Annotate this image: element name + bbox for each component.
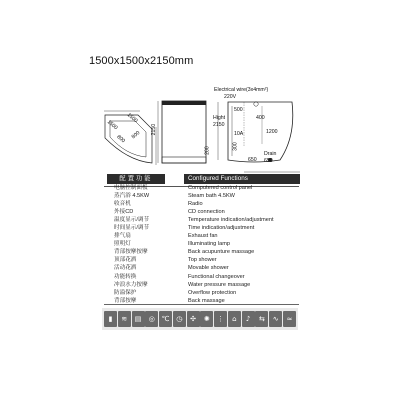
electrical-wire-label: Electrical wire(3x4mm²) (214, 87, 269, 93)
dim-1500-b: 1500 (125, 112, 139, 125)
function-item-cn: 顶部花洒 (114, 257, 137, 264)
water-pressure-icon: ∿ (269, 311, 282, 327)
function-item-en: Steam bath 4.5KW (188, 193, 235, 200)
function-item-cn: 温度显示/调节 (114, 217, 150, 224)
dim-2150: 2150 (151, 123, 158, 136)
function-item-cn: 时间显示/调节 (114, 225, 150, 232)
top-shower-icon: ⌂ (228, 311, 241, 327)
overflow-icon: ≈ (283, 311, 296, 327)
changeover-icon: ⇆ (255, 311, 268, 327)
function-item-cn: 功能转换 (114, 273, 137, 280)
function-item-en: Overflow protection (188, 289, 237, 296)
function-item-en: Illuminating lamp (188, 241, 230, 248)
functions-list-en (188, 184, 300, 305)
function-item-en: CD connection (188, 209, 225, 216)
function-item-cn: 背部按摩按摩 (114, 249, 148, 256)
dim-300: 300 (232, 142, 239, 151)
function-item-cn: 电脑控制面板 (114, 185, 148, 191)
function-item-en: Water pressure massage (188, 281, 251, 288)
function-item-cn: 照明灯 (114, 241, 131, 248)
icon-bar-divider (104, 304, 299, 305)
configured-functions-header-en: Configured Functions (184, 174, 300, 184)
dim-650-b: 650 (264, 158, 273, 164)
product-dimensions-title: 1500x1500x2150mm (89, 55, 194, 67)
function-item-cn: 活动花洒 (114, 265, 137, 272)
function-item-en: Functional changeover (188, 273, 245, 280)
function-item-cn: 背部按摩 (114, 297, 137, 304)
time-icon: ◷ (173, 311, 186, 327)
function-item-en: Time indication/adjustment (188, 225, 255, 232)
function-item-cn: 排气扇 (114, 233, 131, 240)
dim-200: 200 (204, 146, 211, 155)
dim-800-b: 800 (130, 130, 142, 141)
dim-1200: 1200 (266, 129, 278, 135)
steam-icon: ≋ (118, 311, 131, 327)
dim-650-a: 650 (248, 157, 257, 163)
dim-500: 500 (234, 107, 243, 113)
dim-10a: 10A (234, 131, 244, 137)
function-item-cn: 外接CD (114, 209, 134, 216)
function-item-en: Exhaust fan (188, 233, 218, 240)
radio-icon: ▤ (132, 311, 145, 327)
function-item-en: Movable shower (188, 265, 229, 272)
height-value: 2150 (213, 122, 225, 128)
back-massage-icon: ⋮ (214, 311, 227, 327)
function-item-en: Top shower (188, 257, 217, 264)
temperature-icon: ℃ (159, 311, 172, 327)
drain-label: Drain (264, 151, 277, 157)
function-item-cn: 防溢保护 (114, 289, 137, 296)
dim-800-a: 800 (115, 134, 126, 145)
function-item-cn: 蒸汽浴 4.5KW (114, 193, 150, 200)
voltage-label: 220V (224, 94, 237, 100)
configured-functions-header-cn: 配置功能 (107, 174, 165, 184)
control-panel-icon: ▮ (104, 311, 117, 327)
function-item-en: Radio (188, 201, 203, 208)
height-label: Hight (213, 115, 226, 121)
function-item-cn: 收音机 (114, 201, 131, 208)
function-item-en: Computered control panel (188, 185, 253, 191)
dim-1500-a: 1500 (105, 119, 119, 132)
movable-shower-icon: ♪ (242, 311, 255, 327)
feature-icon-bar (102, 308, 298, 330)
functions-list-cn (114, 184, 180, 305)
exhaust-fan-icon: ✣ (187, 311, 200, 327)
function-item-en: Back acupunture massage (188, 249, 255, 256)
lamp-icon: ✺ (200, 311, 213, 327)
function-item-en: Temperature indication/adjustment (188, 217, 274, 224)
cd-icon: ◎ (145, 311, 158, 327)
dim-400: 400 (256, 115, 265, 121)
function-item-en: Back massage (188, 297, 225, 304)
function-item-cn: 冲浪水力按摩 (114, 281, 148, 288)
